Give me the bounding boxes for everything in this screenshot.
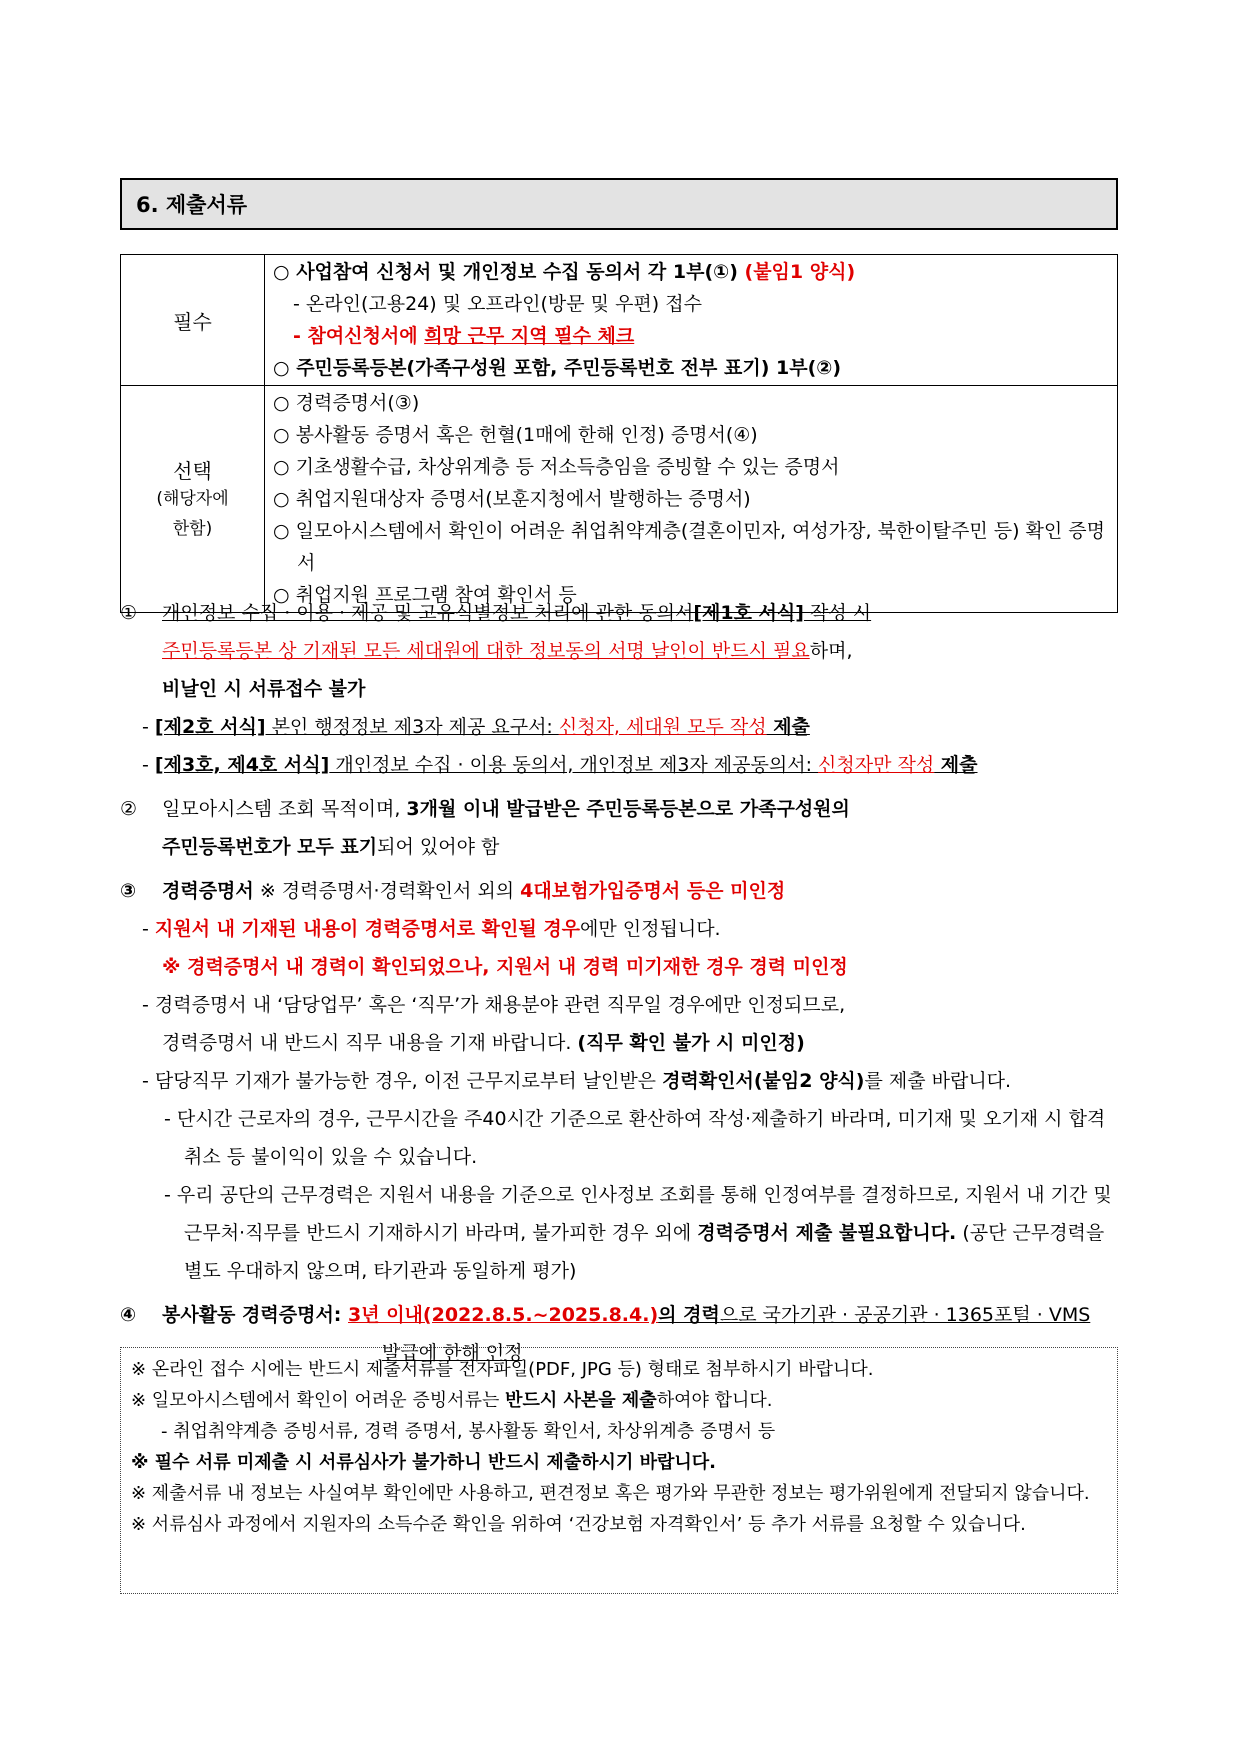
- optional-row: [121, 386, 1118, 613]
- notice-line: - 취업취약계층 증빙서류, 경력 증명서, 봉사활동 확인서, 차상위계층 증명서 등: [161, 1421, 776, 1442]
- required-label: 필수: [173, 309, 212, 334]
- optional-label-sub-1: (해당자에: [156, 488, 229, 509]
- note-number: ③: [120, 880, 137, 902]
- optional-item: ○ 취업지원대상자 증명서(보훈지청에서 발행하는 증명서): [273, 488, 751, 510]
- notice-box: [120, 1347, 1118, 1594]
- optional-item: ○ 취업지원 프로그램 참여 확인서 등: [273, 584, 577, 606]
- required-item-1-sub-1: - 온라인(고용24) 및 오프라인(방문 및 우편) 접수: [293, 293, 702, 315]
- notice-line: ※ 제출서류 내 정보는 사실여부 확인에만 사용하고, 편견정보 혹은 평가와 무관한 정보는 평가위원에게 전달되지 않습니다.: [131, 1483, 1090, 1504]
- note-number: ④: [120, 1304, 137, 1326]
- note-number: ②: [120, 798, 138, 820]
- required-item-1: ○ 사업참여 신청서 및 개인정보 수집 동의서 각 1부(①) (붙임1 양식): [273, 261, 856, 283]
- optional-label: 선택: [173, 458, 212, 483]
- documents-table: [120, 254, 1118, 613]
- required-label-cell: [121, 255, 265, 386]
- optional-item: ○ 기초생활수급, 차상위계층 등 저소득층임을 증빙할 수 있는 증명서: [273, 456, 840, 478]
- notice-line: ※ 온라인 접수 시에는 반드시 제출서류를 전자파일(PDF, JPG 등) 형태로 첨부하시기 바랍니다.: [131, 1359, 874, 1380]
- note-2: ② 일모아시스템 조회 목적이며, 3개월 이내 발급받은 주민등록등본으로 가족구성원의 주민등록번호가 모두 표기되어 있어야 함: [120, 790, 1118, 866]
- required-item-1-sub-2: - 참여신청서에 희망 근무 지역 필수 체크: [293, 325, 635, 347]
- notice-line: ※ 일모아시스템에서 확인이 어려운 증빙서류는 반드시 사본을 제출하여야 합니다.: [131, 1390, 773, 1411]
- optional-item: ○ 일모아시스템에서 확인이 어려운 취업취약계층(결혼이민자, 여성가장, 북한이탈주민 등) 확인 증명서: [273, 520, 1106, 574]
- optional-label-sub-2: 한함): [172, 518, 213, 539]
- note-number: ①: [120, 602, 138, 624]
- notes-section: [120, 594, 1118, 1372]
- note-3: ③ 경력증명서 ※ 경력증명서·경력확인서 외의 4대보험가입증명서 등은 미인정 - 지원서 내 기재된 내용이 경력증명서로 확인될 경우에만 인정됩니다. ※ 경력증명서 내 경력이 확인되었으나, 지원서 내 경력 미기재한 경우 경력 미인정 - 경력증명서 내 ‘담당업무’ 혹은 ‘직무’가 채용분야 관련 직무일 경우에만 인정되므로, 경력증명서 내 반드시 직무 내용을 기재 바랍니다. (직무 확인 불가 시 미인정) - 담당직무 기재가 불가능한 경우, 이전 근무지로부터 날인받은 경력확인서(붙임2 양식)를 제출 바랍니다. - 단시간 근로자의 경우, 근무시간을 주40시간 기준으로 환산하여 작성·제출하기 바라며, 미기재 및 오기재 시 합격취소 등 불이익이 있을 수 있습니다. - 우리 공단의 근무경력은 지원서 내용을 기준으로 인사정보 조회를 통해 인정여부를 결정하므로, 지원서 내 기간 및 근무처·직무를 반드시 기재하시기 바라며, 불가피한 경우 외에 경력증명서 제출 불필요합니다. (공단 근무경력을 별도 우대하지 않으며, 타기관과 동일하게 평가): [120, 872, 1118, 1290]
- optional-item: ○ 봉사활동 증명서 혹은 헌혈(1매에 한해 인정) 증명서(④): [273, 424, 758, 446]
- required-item-2: ○ 주민등록등본(가족구성원 포함, 주민등록번호 전부 표기) 1부(②): [273, 357, 842, 379]
- notice-line: ※ 서류심사 과정에서 지원자의 소득수준 확인을 위하여 ‘건강보험 자격확인서’ 등 추가 서류를 요청할 수 있습니다.: [131, 1514, 1026, 1535]
- required-items-cell: [265, 255, 1118, 386]
- note-1: ① 개인정보 수집 · 이용 · 제공 및 고유식별정보 처리에 관한 동의서[제1호 서식] 작성 시 주민등록등본 상 기재된 모든 세대원에 대한 정보동의 서명 날인이 반드시 필요하며, 비날인 시 서류접수 불가 - [제2호 서식] 본인 행정정보 제3자 제공 요구서: 신청자, 세대원 모두 작성 제출 - [제3호, 제4호 서식] 개인정보 수집 · 이용 동의서, 개인정보 제3자 제공동의서: 신청자만 작성 제출: [120, 594, 1118, 784]
- optional-item: ○ 경력증명서(③): [273, 392, 420, 414]
- section-title: 6. 제출서류: [120, 178, 1118, 230]
- note-4: ④ 봉사활동 경력증명서: 3년 이내(2022.8.5.~2025.8.4.)의 경력으로 국가기관 · 공공기관 · 1365포털 · VMS 발급에 한해 인정: [120, 1296, 1118, 1372]
- required-row: [121, 255, 1118, 386]
- optional-items-cell: [265, 386, 1118, 613]
- optional-label-cell: [121, 386, 265, 613]
- notice-line: ※ 필수 서류 미제출 시 서류심사가 불가하니 반드시 제출하시기 바랍니다.: [131, 1452, 716, 1473]
